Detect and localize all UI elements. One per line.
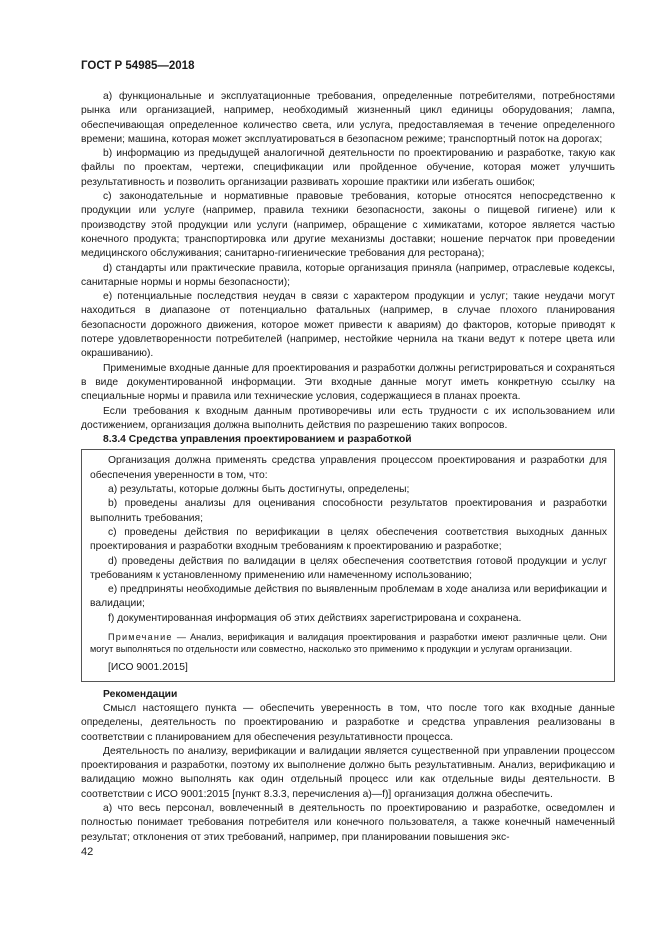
box-item-f: f) документированная информация об этих действиях зарегистрирована и сохранена. [108, 612, 522, 624]
page-content [81, 90, 615, 845]
box-item-c: c) проведены действия по верификации в целях обеспечения соответствия выходных данных проектирования и разработки входным требованиям к проектированию и разработке; [90, 526, 607, 553]
recommendation-paragraph-3: а) что весь персонал, вовлеченный в деятельность по проектированию и разработке, осведомлен и полностью понимает требования потребителя или конечного пользователя, а также конечный намеченный результат; отклонения от этих требований, например, при планировании повышения экс- [81, 803, 615, 843]
recommendation-paragraph-1: Смысл настоящего пункта — обеспечить уверенность в том, что после того как входные данные определены, деятельность по проектированию и разработке и средства управления реализованы в соответствии с планированием для обеспечения результативности процесса. [81, 702, 615, 743]
paragraph-inputs-registration: Применимые входные данные для проектирования и разработки должны регистрироваться и сохраняться в виде документированной информации. Эти входные данные могут иметь конкретную ссылку на специальные нормы и правила или технические условия, содержащиеся в планах проекта. [81, 362, 615, 403]
box-reference: [ИСО 9001.2015] [108, 662, 188, 674]
box-item-e: e) предприняты необходимые действия по выявленным проблемам в ходе анализа или верификации и валидации; [90, 584, 607, 610]
paragraph-item-a: а) функциональные и эксплуатационные требования, определенные потребителями, потребностями рынка или организацией, например, необходимый жизненный цикл единицы оборудования; лампа, обеспечивающая определенное количество света, или услуга, предоставляемая в течение определенного времени; машина, которая может эксплуатироваться в безопасном режиме; транспортный поток на дорогах; [81, 91, 615, 145]
box-item-d: d) проведены действия по валидации в целях обеспечения соответствия готовой продукции и услуг требованиям к установленному применению или намеченному использованию; [90, 555, 607, 581]
box-item-b: b) проведены анализы для оценивания способности результатов проектирования и разработки выполнить требования; [90, 498, 607, 524]
note-text: — Анализ, верификация и валидация проектирования и разработки имеют различные цели. Они могут выполняться по отдельности или совместно, насколько это применимо к продукции и услугам организации. [90, 631, 607, 655]
paragraph-item-e: e) потенциальные последствия неудач в связи с характером продукции и услуг; такие неудачи могут находиться в диапазоне от потенциально фатальных (например, в случае плохого планирования безопасности дорожного движения, которое может привести к авариям) до факторов, которые приводят к потере удовлетворенности потребителей (например, нестойкие чернила на ткани ведут к потере цвета или окрашиванию). [81, 291, 615, 360]
box-item-a: a) результаты, которые должны быть достигнуты, определены; [108, 484, 410, 496]
section-heading: 8.3.4 Средства управления проектированием и разработкой [103, 434, 412, 446]
paragraph-conflicting-requirements: Если требования к входным данным противоречивы или есть трудности с их использованием или достижением, организация должна выполнить действия по разрешению таких вопросов. [81, 405, 615, 431]
page-number: 42 [81, 846, 94, 858]
paragraph-item-b: b) информацию из предыдущей аналогичной деятельности по проектированию и разработке, такую как файлы по проектам, чертежи, спецификации или пройденное обучение, которая может улучшить результативность и позволить организации развивать хорошие практики или избегать ошибок; [81, 148, 615, 188]
box-intro: Организация должна применять средства управления процессом проектирования и разработки для обеспечения уверенности в том, что: [90, 455, 607, 481]
paragraph-item-c: c) законодательные и нормативные правовые требования, которые относятся непосредственно к продукции или услуге (например, правила техники безопасности, законы о пищевой гигиене) или к производству этой продукции или услуги (например, обращение с химикатами, которое является частью конечного продукта; транспортировка или другие механизмы доставки; ношение перчаток при проведении медицинского обслуживания; санитарно-гигиенические требования для ресторана); [81, 191, 615, 260]
paragraph-item-d: d) стандарты или практические правила, которые организация приняла (например, отраслевые кодексы, санитарные нормы и нормы безопасности); [81, 262, 615, 288]
standard-quote-box [81, 449, 615, 681]
box-note [90, 631, 607, 655]
recommendations-heading: Рекомендации [103, 688, 178, 700]
recommendation-paragraph-2: Деятельность по анализу, верификации и валидации является существенной при управлении процессом проектирования и разработки, поэтому их выполнение должно быть результативным. Анализ, верификацию и валидацию можно выполнять как один отдельный процесс или как отдельные виды деятельности. В соответствии с ИСО 9001:2015 [пункт 8.3.3, перечисления а)—f)] организация должна обеспечить. [81, 745, 615, 800]
document-header: ГОСТ Р 54985—2018 [81, 60, 195, 72]
note-lead: Примечание [108, 631, 173, 642]
